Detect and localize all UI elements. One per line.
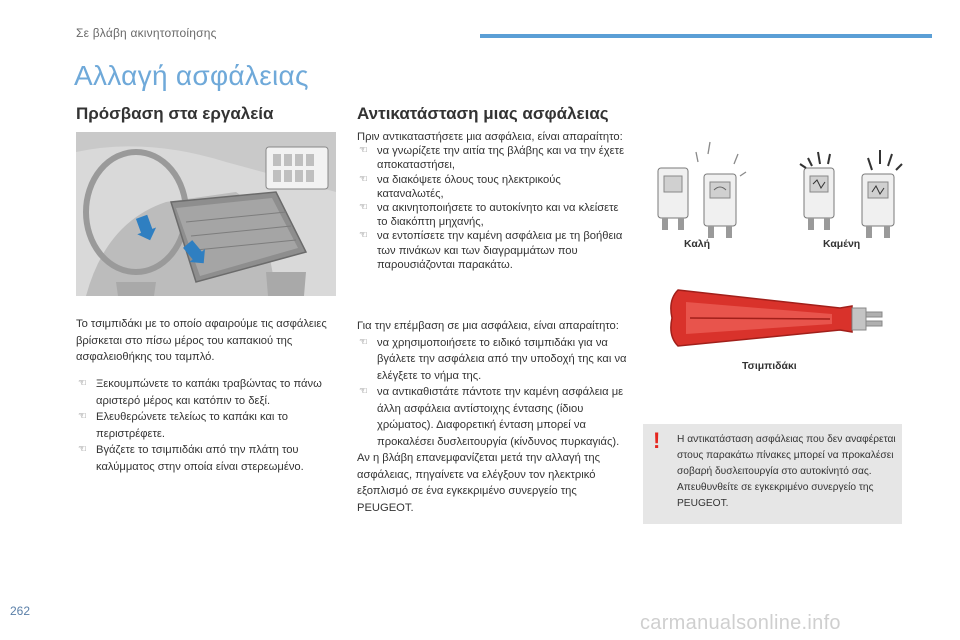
good-fuse-label: Καλή (684, 238, 711, 250)
list-item: ☜ να χρησιμοποιήσετε το ειδικό τσιμπιδάκι για να βγάλετε την ασφάλεια από την υποδοχή της και να ελέγξετε το νήμα της. (359, 336, 627, 382)
section-title-tool-access: Πρόσβαση στα εργαλεία (76, 104, 274, 123)
running-head: Σε βλάβη ακινητοποίησης (76, 26, 217, 40)
list-item: ☜ Βγάζετε το τσιμπιδάκι από την πλάτη του καλύμματος στην οποία είναι στερεωμένο. (78, 444, 304, 473)
list-item: ☜ Ελευθερώνετε τελείως το καπάκι και το περιστρέφετε. (78, 411, 289, 440)
section-title-fuse-replacement: Αντικατάσταση μιας ασφάλειας (357, 104, 609, 123)
warning-box (643, 424, 902, 524)
bullet-pointer-icon: ☜ (359, 386, 368, 397)
right-intro-list (357, 144, 627, 272)
blown-fuse-icon (800, 150, 902, 238)
tweezers-label: Τσιμπιδάκι (742, 360, 797, 372)
bullet-pointer-icon: ☜ (359, 202, 368, 214)
right-procedure-tail: Αν η βλάβη επανεμφανίζεται μετά την αλλαγή της ασφάλειας, πηγαίνετε να ελέγξουν τον ηλεκτρικό εξοπλισμό σε ένα εγκεκριμένο συνεργείο της PEUGEOT. (357, 452, 600, 514)
page-number: 262 (10, 604, 31, 618)
bullet-pointer-icon: ☜ (359, 145, 368, 157)
warning-text: Η αντικατάσταση ασφάλειας που δεν αναφέρεται στους παρακάτω πίνακες μπορεί να προκαλέσει σοβαρή δυσλειτουργία στο αυτοκίνητό σας. Απευθυνθείτε σε εγκεκριμένο συνεργείο της PEUGEOT. (677, 434, 896, 509)
list-item: ☜ να διακόψετε όλους τους ηλεκτρικούς καταναλωτές, (359, 173, 561, 200)
blown-fuse-label: Καμένη (823, 238, 861, 250)
warning-icon: ! (653, 428, 661, 453)
left-intro-paragraph: Το τσιμπιδάκι με το οποίο αφαιρούμε τις ασφάλειες βρίσκεται στο πίσω μέρος του καπακιού της ασφαλειοθήκης του ταμπλό. (76, 318, 327, 363)
bullet-pointer-icon: ☜ (78, 378, 87, 389)
page-title: Αλλαγή ασφάλειας (74, 60, 309, 91)
good-fuse-icon (658, 142, 746, 238)
bullet-pointer-icon: ☜ (78, 411, 87, 422)
bullet-pointer-icon: ☜ (78, 444, 87, 455)
dashboard-illustration (76, 132, 336, 296)
right-intro-lead: Πριν αντικαταστήσετε μια ασφάλεια, είναι απαραίτητο: (357, 131, 623, 143)
fuse-illustration (640, 132, 930, 252)
header-rule (480, 34, 932, 38)
bullet-pointer-icon: ☜ (359, 230, 368, 242)
list-item: ☜ να γνωρίζετε την αιτία της βλάβης και να την έχετε αποκαταστήσει, (359, 145, 625, 172)
right-procedure-lead: Για την επέμβαση σε μια ασφάλεια, είναι απαραίτητο: (357, 320, 619, 332)
bullet-pointer-icon: ☜ (359, 336, 368, 348)
list-item: ☜ Ξεκουμπώνετε το καπάκι τραβώντας το πάνω αριστερό μέρος και κατόπιν το δεξί. (78, 378, 322, 407)
left-steps-list (76, 376, 346, 475)
watermark: carmanualsonline.info (640, 612, 841, 634)
list-item: ☜ να ακινητοποιήσετε το αυτοκίνητο και να κλείσετε το διακόπτη μηχανής, (359, 202, 619, 229)
right-procedure-list (357, 335, 627, 451)
bullet-pointer-icon: ☜ (359, 173, 368, 185)
right-procedure-block (357, 318, 627, 516)
right-intro-block (357, 130, 627, 272)
tweezers-icon (671, 290, 882, 346)
tweezers-illustration (660, 276, 900, 356)
list-item: ☜ να αντικαθιστάτε πάντοτε την καμένη ασφάλεια με άλλη ασφάλεια αντίστοιχης έντασης (ίδιου χρώματος). Διαφορετική ένταση μπορεί να προκαλέσει δυσλειτουργία (κίνδυνος πυρκαγιάς). (359, 386, 624, 448)
list-item: ☜ να εντοπίσετε την καμένη ασφάλεια με τη βοήθεια των πινάκων και των διαγραμμάτων που παρουσιάζονται παρακάτω. (359, 230, 623, 271)
